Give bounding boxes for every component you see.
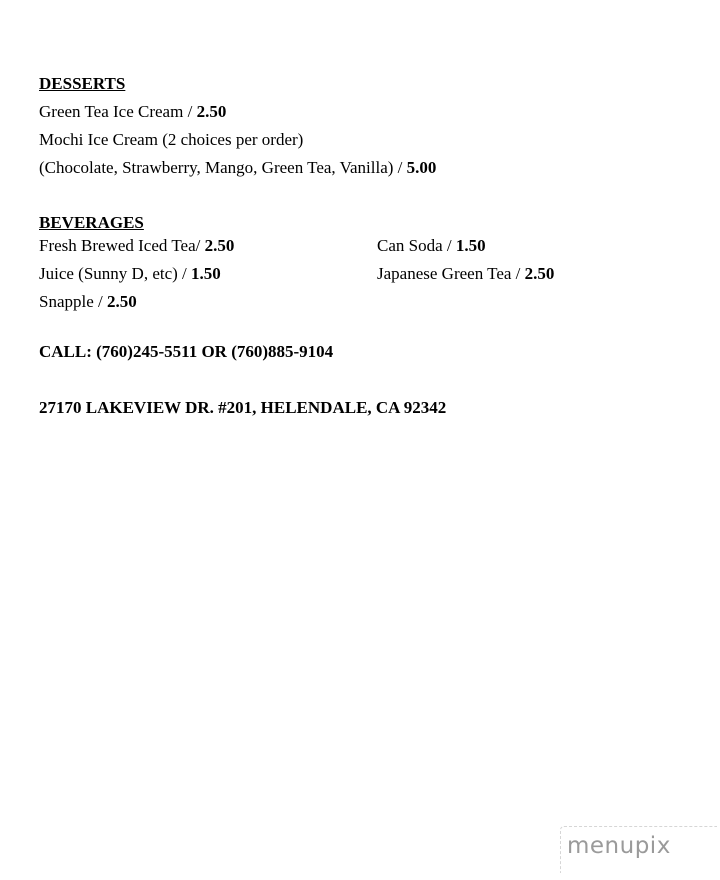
menu-item-mochi-ice-cream — [39, 130, 303, 150]
item-name: Juice (Sunny D, etc) / — [39, 264, 192, 283]
menu-item-iced-tea — [39, 236, 234, 256]
menu-item-japanese-green-tea — [377, 264, 554, 284]
menu-item-can-soda — [377, 236, 486, 256]
item-price: 1.50 — [191, 264, 221, 283]
item-name: Snapple / — [39, 292, 107, 311]
item-price: 2.50 — [204, 236, 235, 255]
menu-item-green-tea-ice-cream — [39, 102, 226, 122]
item-name: Green Tea Ice Cream / — [39, 102, 197, 121]
item-price: 2.50 — [524, 264, 555, 283]
item-name: Fresh Brewed Iced Tea/ — [39, 236, 205, 255]
menupix-watermark — [560, 826, 717, 873]
item-price: 2.50 — [107, 292, 137, 311]
item-name: Mochi Ice Cream (2 choices per order) — [39, 130, 304, 149]
item-price: 1.50 — [455, 236, 486, 255]
item-price: 2.50 — [196, 102, 227, 121]
phone-contact: CALL: (760)245-5511 OR (760)885-9104 — [39, 342, 334, 361]
item-name: Can Soda / — [377, 236, 456, 255]
menu-item-mochi-flavors — [39, 158, 436, 178]
desserts-heading: DESSERTS — [39, 74, 126, 93]
item-name: (Chocolate, Strawberry, Mango, Green Tea, Vanilla) / — [39, 158, 407, 177]
item-price: 5.00 — [406, 158, 437, 177]
item-name: Japanese Green Tea / — [377, 264, 525, 283]
beverages-heading: BEVERAGES — [39, 213, 144, 232]
watermark-text: menupix — [567, 833, 671, 859]
address: 27170 LAKEVIEW DR. #201, HELENDALE, CA 92342 — [39, 398, 447, 417]
menu-item-snapple — [39, 292, 137, 312]
menu-item-juice — [39, 264, 221, 284]
